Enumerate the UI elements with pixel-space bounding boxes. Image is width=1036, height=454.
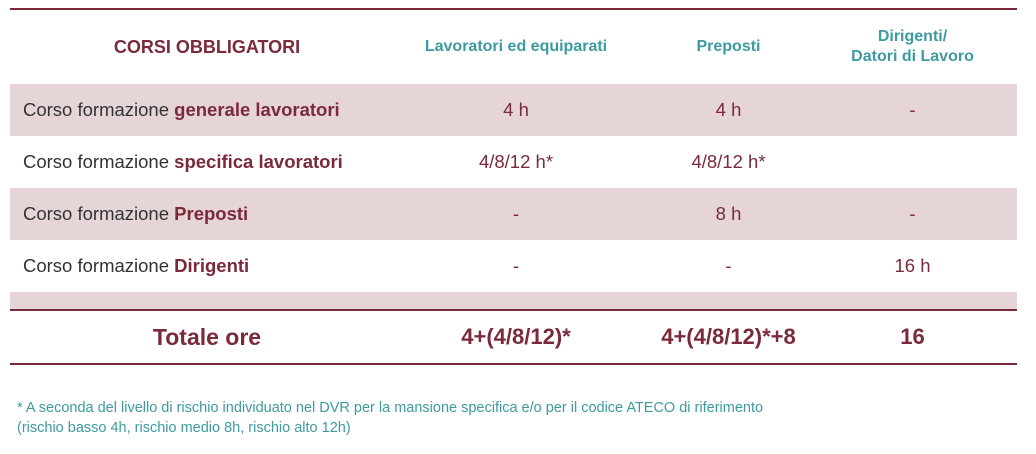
cell-dirigenti: - (909, 203, 916, 224)
table-row (10, 240, 1017, 292)
cell-preposti: 4/8/12 h* (691, 151, 766, 172)
courses-table (10, 8, 1017, 365)
cell-preposti: - (725, 255, 732, 276)
course-prefix: Corso formazione (23, 151, 175, 172)
course-title: specifica lavoratori (174, 151, 343, 172)
shaded-spacer-row (10, 292, 1017, 309)
course-prefix: Corso formazione (23, 255, 175, 276)
total-row (10, 311, 1017, 363)
total-label: Totale ore (152, 323, 262, 350)
course-name (10, 255, 404, 277)
table-row (10, 136, 1017, 188)
cell-lavoratori: 4 h (503, 99, 529, 120)
course-title: Preposti (174, 203, 249, 224)
cell-preposti: 8 h (715, 203, 742, 224)
course-prefix: Corso formazione (23, 203, 175, 224)
cell-dirigenti: - (909, 99, 916, 120)
header-lavoratori: Lavoratori ed equiparati (424, 38, 608, 55)
table-row (10, 84, 1017, 136)
header-preposti: Preposti (696, 38, 761, 55)
cell-preposti: 4 h (715, 99, 742, 120)
course-title: Dirigenti (174, 255, 250, 276)
total-lavoratori: 4+(4/8/12)* (461, 324, 571, 349)
footnote-line1: * A seconda del livello di rischio individuato nel DVR per la mansione specifica e/o per il codice ATECO di riferimento (17, 400, 764, 416)
total-dirigenti: 16 (900, 324, 925, 349)
table-row (10, 188, 1017, 240)
course-title: generale lavoratori (174, 99, 340, 120)
header-title: CORSI OBBLIGATORI (113, 36, 301, 57)
header-dirigenti-line1: Dirigenti/ (877, 28, 948, 45)
table-header-row (10, 10, 1017, 84)
course-name (10, 203, 404, 225)
cell-lavoratori: - (512, 203, 520, 224)
course-prefix: Corso formazione (23, 99, 175, 120)
cell-lavoratori: 4/8/12 h* (478, 151, 554, 172)
footnote-line2: (rischio basso 4h, rischio medio 8h, rischio alto 12h) (17, 420, 351, 436)
cell-lavoratori: - (512, 255, 520, 276)
total-preposti: 4+(4/8/12)*+8 (661, 324, 796, 349)
header-dirigenti (816, 27, 1009, 67)
course-name (10, 151, 404, 173)
cell-dirigenti: 16 h (894, 255, 931, 276)
header-dirigenti-line2: Datori di Lavoro (851, 48, 974, 65)
course-name (10, 99, 404, 121)
footnote (17, 398, 763, 438)
bottom-rule (10, 363, 1017, 365)
